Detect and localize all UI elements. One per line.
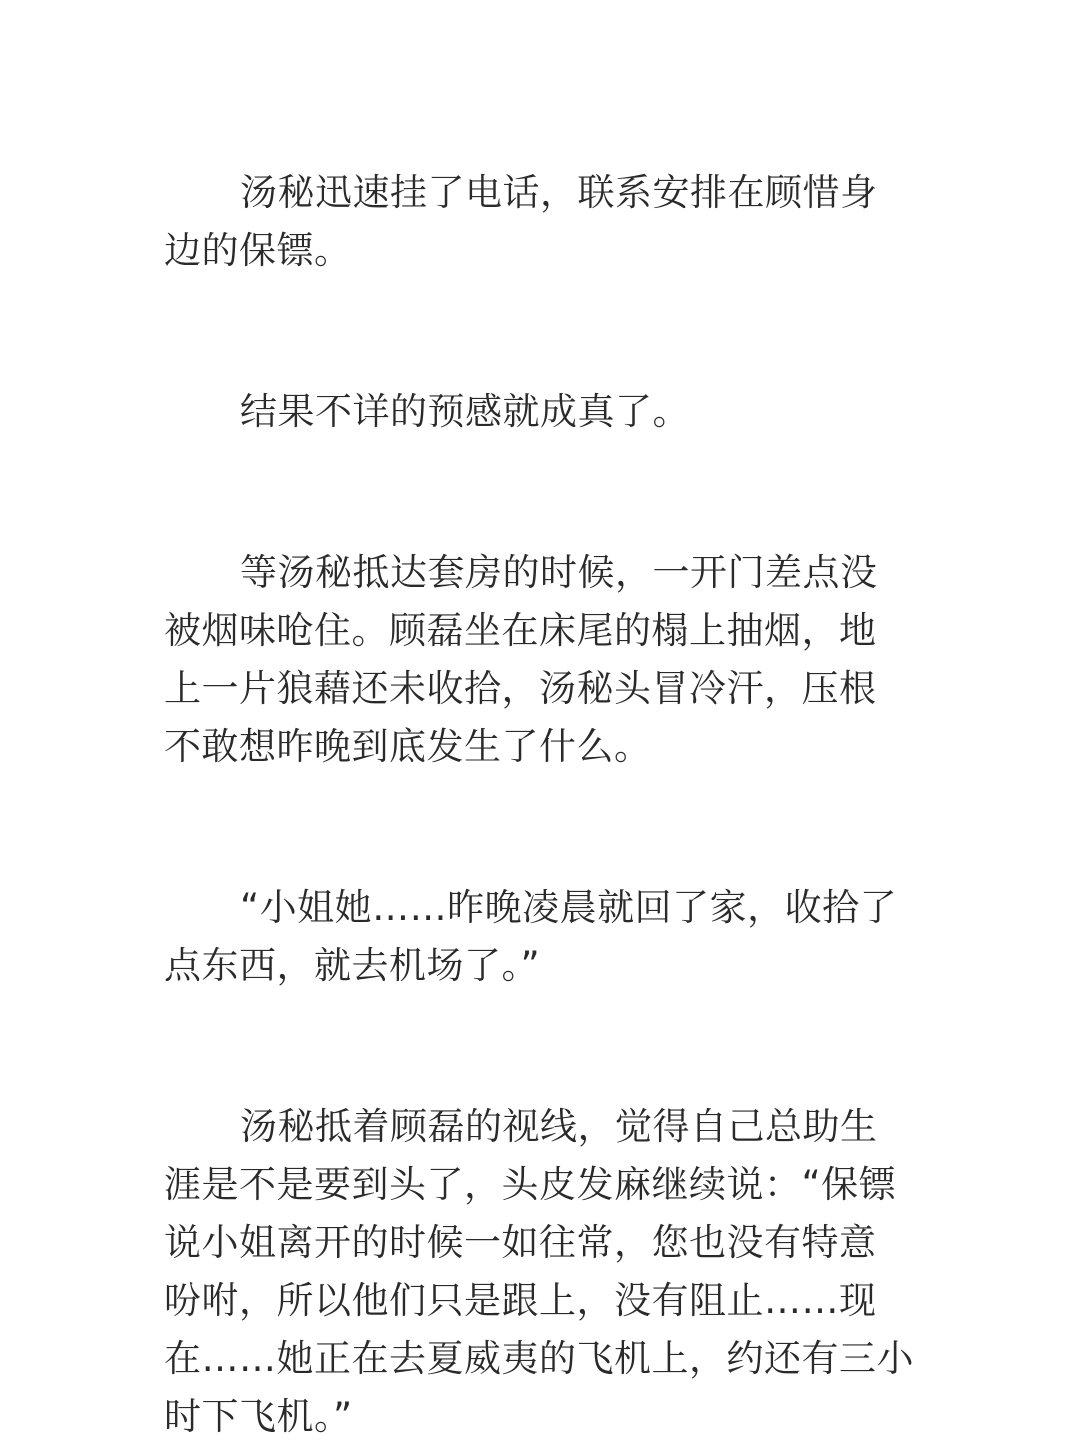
text-line: “小姐她……昨晚凌晨就回了家，收拾了 xyxy=(240,886,898,929)
paragraph-3 xyxy=(164,544,916,776)
paragraph-4 xyxy=(164,879,916,995)
text-line: 上一片狼藉还未收拾，汤秘头冒冷汗，压根 xyxy=(164,667,877,710)
text-line: 不敢想昨晚到底发生了什么。 xyxy=(164,725,652,768)
text-line: 汤秘抵着顾磊的视线，觉得自己总助生 xyxy=(240,1105,878,1148)
text-line: 时下飞机。” xyxy=(164,1395,353,1438)
text-line: 涯是不是要到头了，头皮发麻继续说：“保镖 xyxy=(164,1163,897,1206)
text-line: 被烟味呛住。顾磊坐在床尾的榻上抽烟，地 xyxy=(164,609,877,652)
text-line: 等汤秘抵达套房的时候，一开门差点没 xyxy=(240,551,878,594)
text-line: 结果不详的预感就成真了。 xyxy=(240,390,690,433)
text-line: 点东西，就去机场了。” xyxy=(164,944,541,987)
paragraph-1 xyxy=(164,164,916,280)
story-text xyxy=(164,164,916,1446)
text-line: 吩咐，所以他们只是跟上，没有阻止……现 xyxy=(164,1279,877,1322)
paragraph-5 xyxy=(164,1098,916,1446)
text-line: 说小姐离开的时候一如往常，您也没有特意 xyxy=(164,1221,877,1264)
text-line: 汤秘迅速挂了电话，联系安排在顾惜身 xyxy=(240,171,878,214)
text-line: 边的保镖。 xyxy=(164,229,352,272)
paragraph-2 xyxy=(164,383,916,441)
text-line: 在……她正在去夏威夷的飞机上，约还有三小 xyxy=(164,1337,914,1380)
